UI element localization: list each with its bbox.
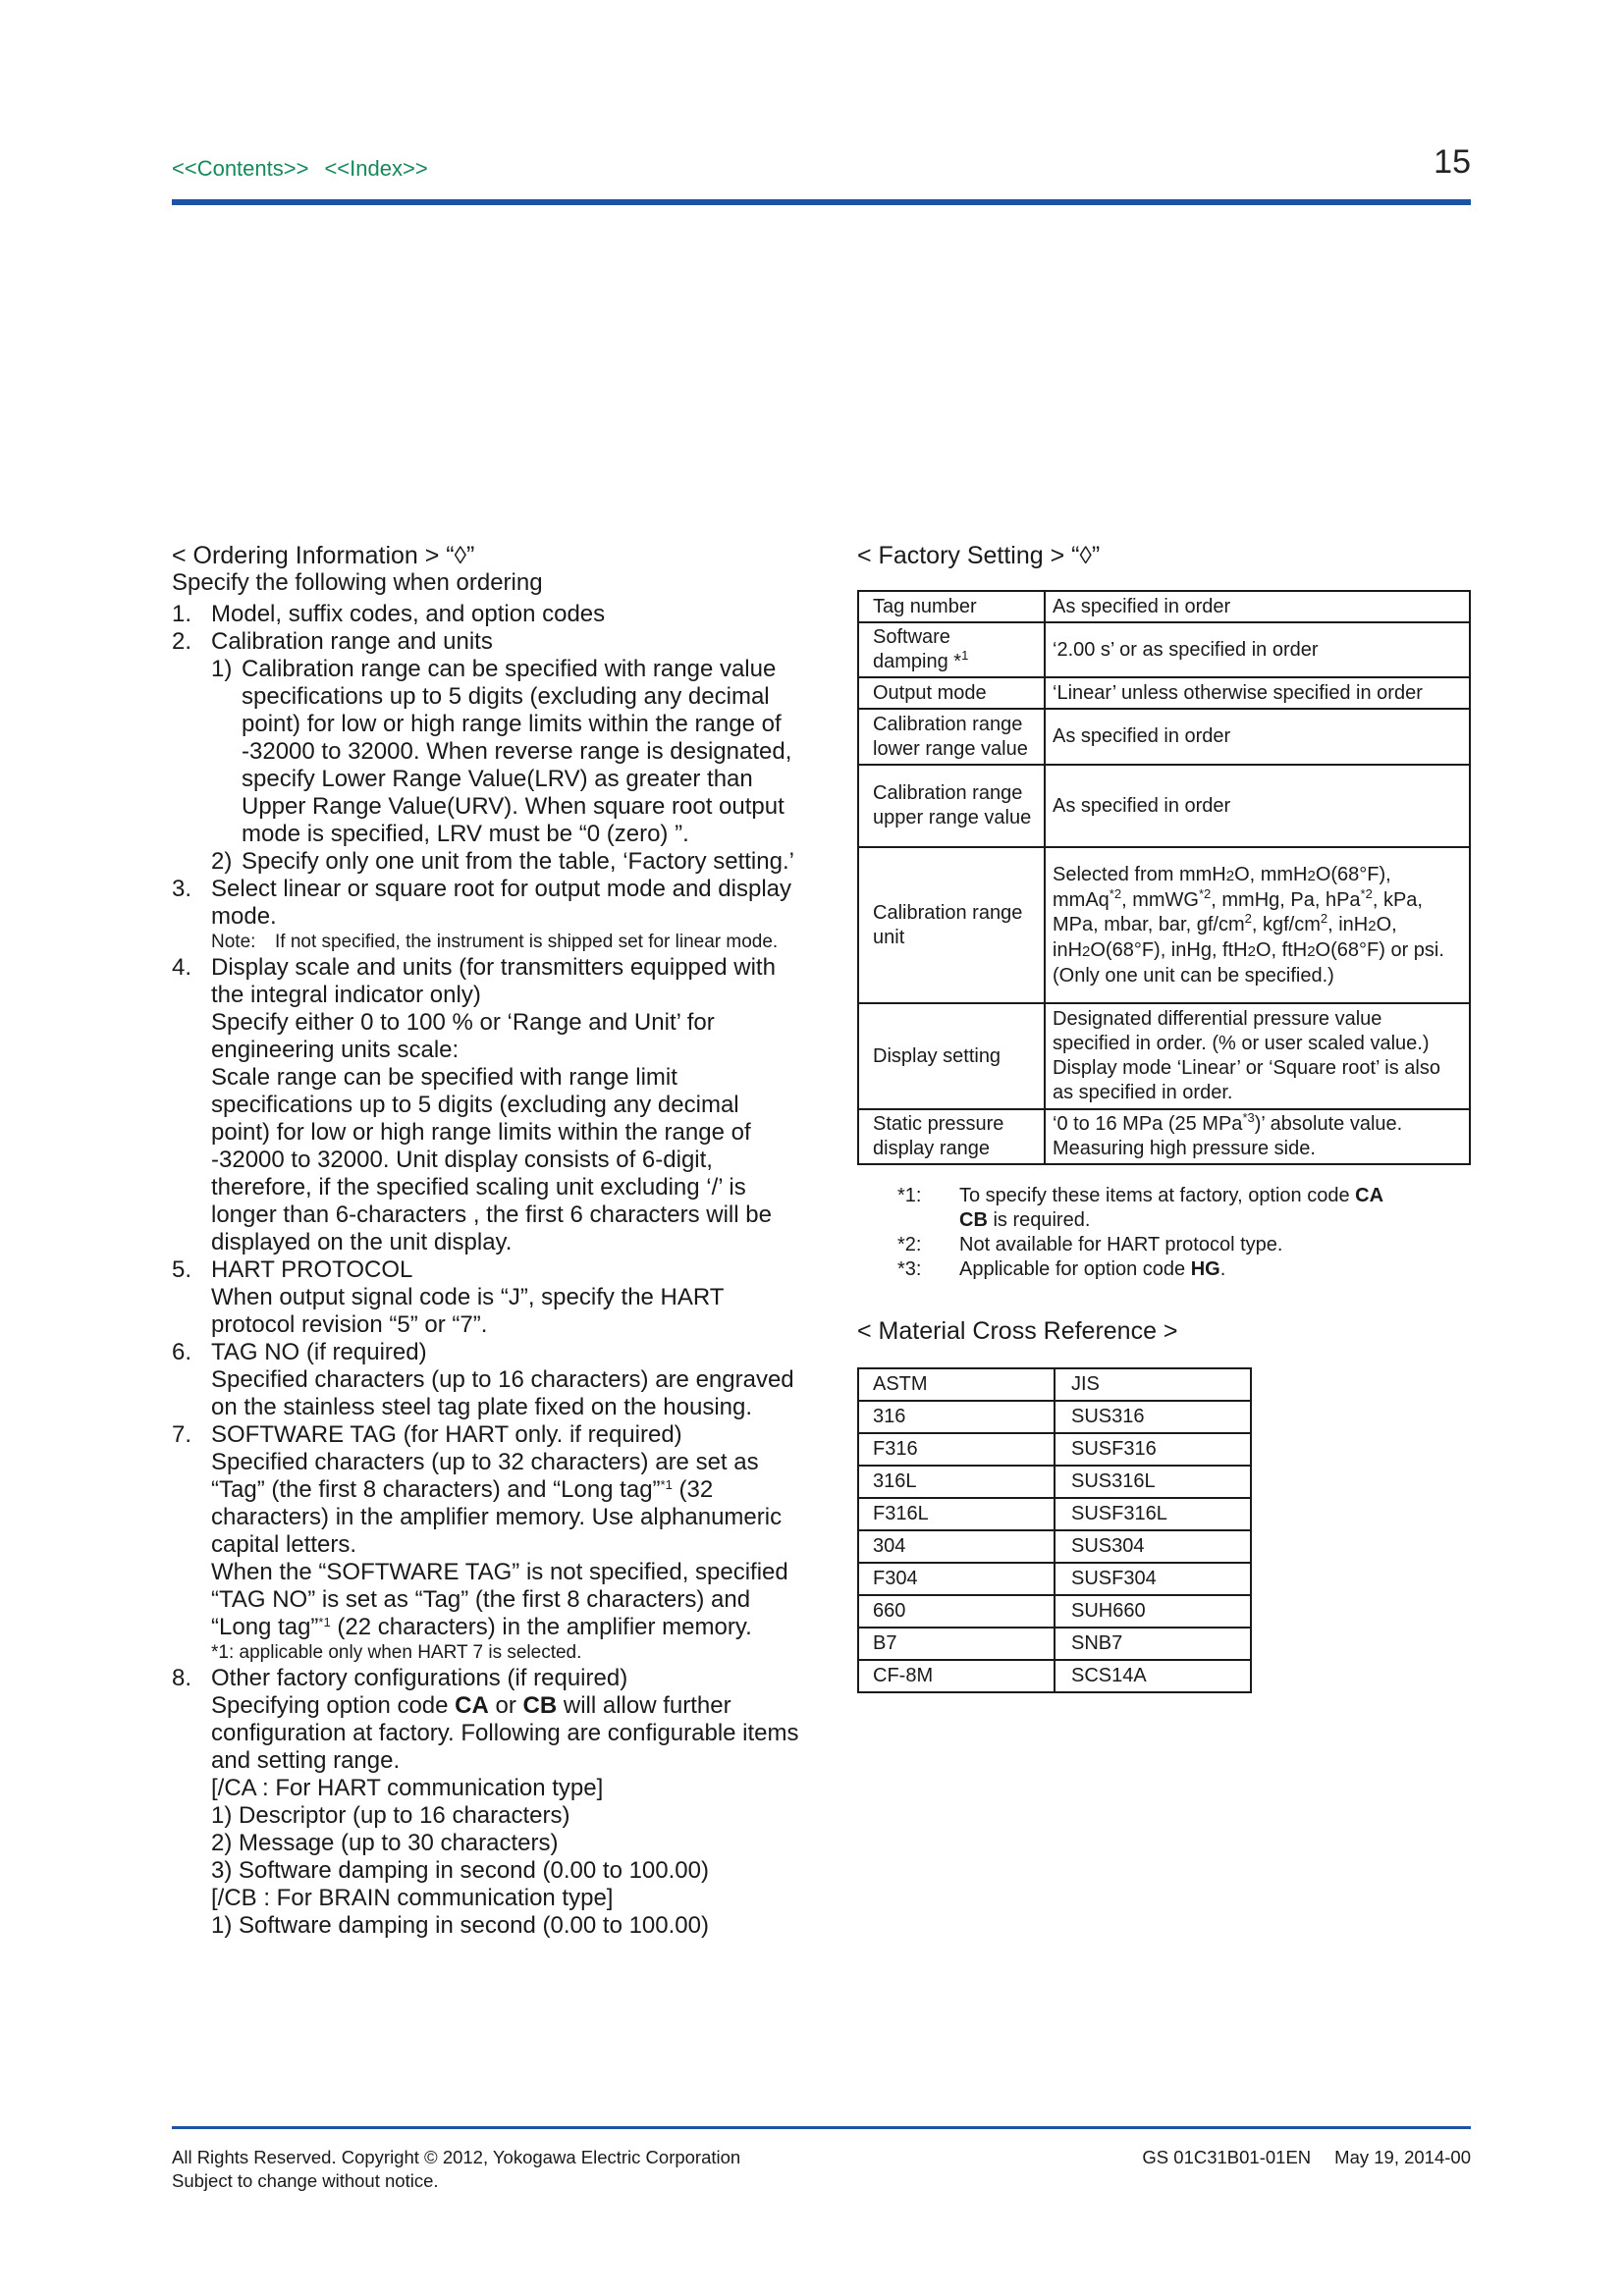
table-row: Calibration range lower range value As specified in order (858, 709, 1470, 765)
list-item: 3. Select linear or square root for output mode and display mode. Note: If not specified, the instrument is shipped set for linear mode. (172, 876, 800, 954)
table-row: F316L SUSF316L (858, 1498, 1251, 1530)
table-row: F304 SUSF304 (858, 1563, 1251, 1595)
list-item: 4. Display scale and units (for transmitters equipped with the integral indicator only) Specify either 0 to 100 % or ‘Range and Unit’ for engineering units scale: Scale range can be specified with range limit specifications up to 5 digits (excluding any decimal point) for low or high range limits within the range of -32000 to 32000. Unit display consists of 6-digit, therefore, if the specified scaling unit excluding ‘/’ is longer than 6-characters , the first 6 characters will be displayed on the unit display. (172, 954, 776, 1255)
copyright: All Rights Reserved. Copyright © 2012, Yokogawa Electric Corporation (172, 2147, 741, 2167)
table-row: Calibration range unit Selected from mmH2O, mmH2O(68°F), mmAq$^{*2}$, mmWG$^{*2}$, mmHg, Pa, hPa$^{*2}$, kPa, MPa, mbar, bar, $gf/cm^2$, kgf/$cm^2$, inH2O, inH2O(68°F), inHg, ftH2O, ftH2O(68°F) or psi. (Only one unit can be specified.) (858, 847, 1470, 1003)
table-row: F316 SUSF316 (858, 1433, 1251, 1466)
table-row: B7 SNB7 (858, 1628, 1251, 1660)
ordering-information (172, 542, 800, 1940)
ordering-title: < Ordering Information > “◊” (172, 542, 475, 569)
footnote: *1: applicable only when HART 7 is selected. (211, 1642, 582, 1663)
ordering-intro: Specify the following when ordering (172, 569, 543, 596)
change-notice: Subject to change without notice. (172, 2170, 439, 2191)
footnote: *2: Not available for HART protocol type. (897, 1234, 1283, 1255)
document-id: GS 01C31B01-01EN (1142, 2147, 1312, 2167)
table-row: 316 SUS316 (858, 1401, 1251, 1433)
table-row: Software damping *$^1$ ‘2.00 s’ or as specified in order (858, 622, 1470, 677)
ordering-list (172, 601, 800, 1940)
list-item: 1. Model, suffix codes, and option codes (172, 601, 606, 627)
factory-setting-table (857, 590, 1471, 1165)
footer-left (172, 2146, 740, 2193)
document-date: May 19, 2014-00 (1334, 2147, 1471, 2167)
factory-setting-title: < Factory Setting > “◊” (857, 542, 1101, 569)
contents-link[interactable]: <<Contents>> (172, 156, 309, 181)
header-nav (172, 156, 428, 182)
footer-rule (172, 2126, 1471, 2129)
page-number: 15 (1434, 143, 1471, 181)
table-row: Calibration range upper range value As specified in order (858, 765, 1470, 847)
footnote: *3: Applicable for option code HG. (897, 1258, 1226, 1280)
table-row: Display setting Designated differential pressure value specified in order. (% or user scaled value.) Display mode ‘Linear’ or ‘Square root’ is also as specified in order. (858, 1003, 1470, 1109)
table-row: Output mode ‘Linear’ unless otherwise specified in order (858, 677, 1470, 709)
factory-setting-notes (897, 1184, 1383, 1282)
table-row: 304 SUS304 (858, 1530, 1251, 1563)
material-cross-reference-table (857, 1367, 1252, 1693)
footer-right (1142, 2146, 1471, 2169)
material-cross-reference-title: < Material Cross Reference > (857, 1317, 1178, 1345)
table-row: Static pressure display range ‘0 to 16 MPa (25 MPa$^{*3}$)’ absolute value. Measuring high pressure side. (858, 1109, 1470, 1164)
table-row: 660 SUH660 (858, 1595, 1251, 1628)
list-item: 7. SOFTWARE TAG (for HART only. if required) Specified characters (up to 32 characters) are set as “Tag” (the first 8 characters) and “Long tag”$^{*1}$ (32 characters) in the amplifier memory. Use alphanumeric capital letters. When the “SOFTWARE TAG” is not specified, specified “TAG NO” is set as “Tag” (the first 8 characters) and “Long tag”$^{*1}$ (22 characters) in the amplifier memory. *1: applicable only when HART 7 is selected. (172, 1421, 800, 1665)
list-item: 2. Calibration range and units 1) Calibration range can be specified with range value specifications up to 5 digits (excluding any decimal point) for low or high range limits within the range of -32000 to 32000. When reverse range is designated, specify Lower Range Value(LRV) as greater than Upper Range Value(URV). When square root output mode is specified, LRV must be “0 (zero) ”. 2) Specify only one unit from the table, ‘Factory setting.’ (172, 628, 800, 876)
index-link[interactable]: <<Index>> (324, 156, 428, 181)
list-item: 5. HART PROTOCOL When output signal code is “J”, specify the HART protocol revision “5” or “7”. (172, 1256, 725, 1338)
table-row: 316L SUS316L (858, 1466, 1251, 1498)
header-rule (172, 199, 1471, 205)
list-item: 6. TAG NO (if required) Specified characters (up to 16 characters) are engraved on the stainless steel tag plate fixed on the housing. (172, 1339, 794, 1420)
table-header-row: ASTM JIS (858, 1368, 1251, 1401)
sub-item: 1) Calibration range can be specified with range value specifications up to 5 digits (excluding any decimal point) for low or high range limits within the range of -32000 to 32000. When reverse range is designated, specify Lower Range Value(LRV) as greater than Upper Range Value(URV). When square root output mode is specified, LRV must be “0 (zero) ”. (211, 656, 792, 847)
footnote: *1: To specify these items at factory, option code CA CB is required. (897, 1185, 1384, 1231)
table-row: CF-8M SCS14A (858, 1660, 1251, 1692)
note: Note: If not specified, the instrument is shipped set for linear mode. (211, 932, 779, 952)
sub-item: 2) Specify only one unit from the table, ‘Factory setting.’ (211, 848, 794, 875)
factory-setting-title-wrap (857, 542, 1471, 569)
list-item: 8. Other factory configurations (if required) Specifying option code CA or CB will allow further configuration at factory. Following are configurable items and setting range. [/CA : For HART communication type] 1) Descriptor (up to 16 characters) 2) Message (up to 30 characters) 3) Software damping in second (0.00 to 100.00) [/CB : For BRAIN communication type] 1) Software damping in second (0.00 to 100.00) (172, 1665, 799, 1939)
table-row: Tag number As specified in order (858, 591, 1470, 622)
